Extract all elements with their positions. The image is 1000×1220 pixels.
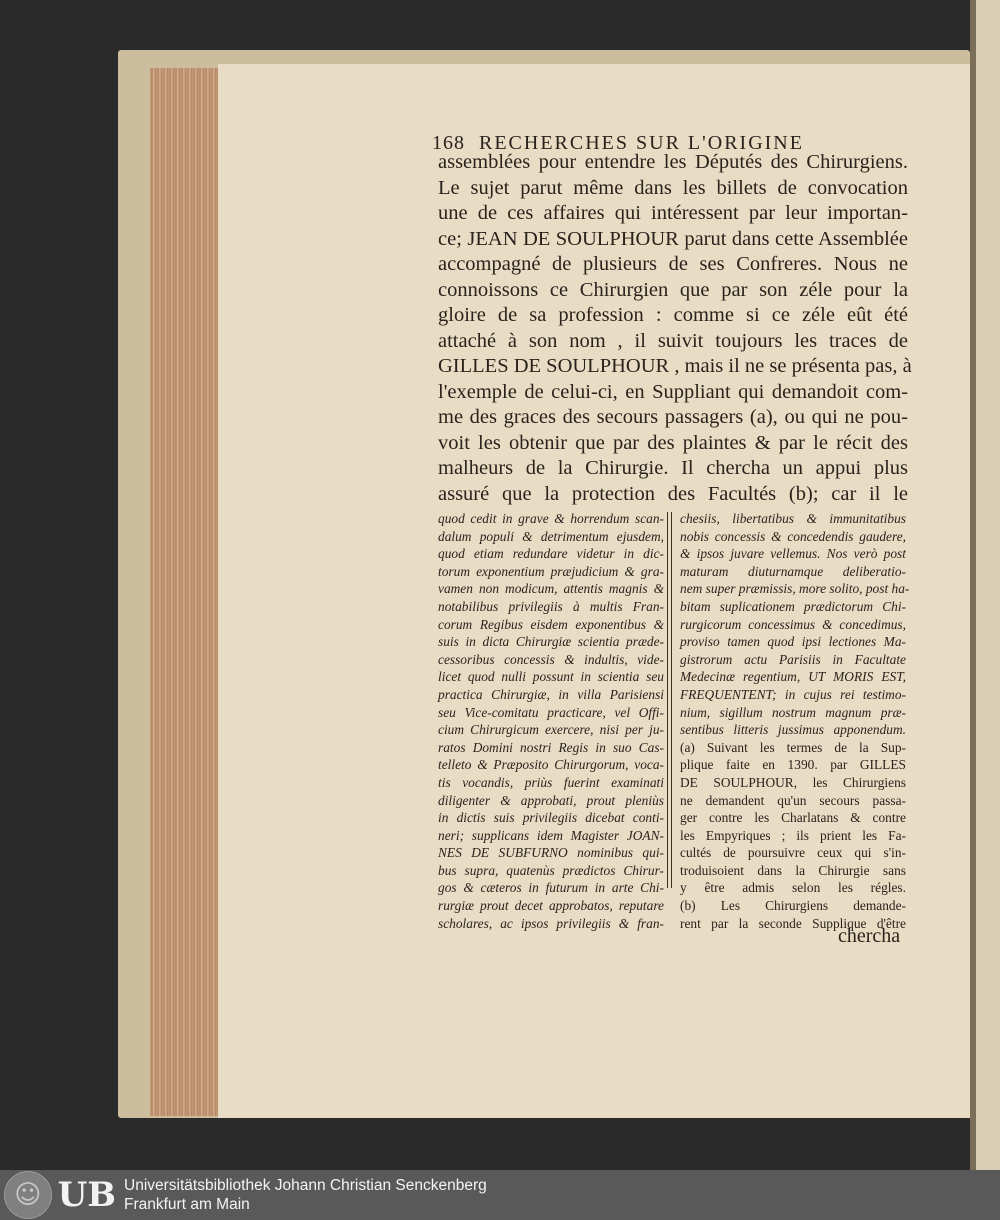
footnote-line: suis in dicta Chirurgiæ scientia præde- xyxy=(438,634,664,650)
main-text-line: gloire de sa profession : comme si ce zéle eût été xyxy=(438,304,908,326)
footnote-line: torum exponentium præjudicium & gra- xyxy=(438,563,664,579)
main-text-line: ce; JEAN DE SOULPHOUR parut dans cette Assemblée xyxy=(438,227,908,250)
main-text-line: GILLES DE SOULPHOUR , mais il ne se présenta pas, à xyxy=(438,355,912,377)
footnote-line: ratos Domini nostri Regis in suo Cas- xyxy=(438,739,664,755)
note-line: plique faite en 1390. par GILLES xyxy=(680,757,906,773)
institution-label xyxy=(124,1176,487,1214)
main-text-line: voit les obtenir que par des plaintes & par le récit des xyxy=(438,431,908,454)
footnote-line: telleto & Præposito Chirurgorum, voca- xyxy=(438,757,664,773)
footnote-line: FREQUENTENT; in cujus rei testimo- xyxy=(680,686,906,702)
footnote-line: gos & cæteros in futurum in arte Chi- xyxy=(438,880,664,896)
main-text-line: accompagné de plusieurs de ses Confreres. Nous ne xyxy=(438,253,908,275)
footnote-line: proviso tamen quod ipsi lectiones Ma- xyxy=(680,634,906,650)
note-line: y être admis selon les régles. xyxy=(680,880,906,896)
footnote-line: bus supra, quatenùs prædictos Chirur- xyxy=(438,862,664,878)
note-line: (b) Les Chirurgiens demande- xyxy=(680,898,906,914)
footnote-line: nem super præmissis, more solito, post ha- xyxy=(680,581,910,597)
footnote-line: vamen non modicum, attentis magnis & xyxy=(438,581,664,597)
institution-name: Universitätsbibliothek Johann Christian Senckenberg xyxy=(124,1177,487,1194)
footnote-line: sentibus litteris jussimus apponendum. xyxy=(680,722,906,738)
main-text-line: assuré que la protection des Facultés (b); car il le xyxy=(438,482,908,505)
footnote-line: NES DE SUBFURNO nominibus qui- xyxy=(438,845,664,861)
note-line: troduisoient dans la Chirurgie sans xyxy=(680,862,906,878)
footnote-line: scholares, ac ipsos privilegiis & fran- xyxy=(438,915,664,931)
main-text-line: Le sujet parut même dans les billets de convocation xyxy=(438,176,908,199)
main-text-line: attaché à son nom , il suivit toujours les traces de xyxy=(438,329,908,352)
note-line: rent par la seconde Supplique d'être xyxy=(680,915,906,931)
note-line: cultés de poursuivre ceux qui s'in- xyxy=(680,845,906,861)
footnote-line: corum Regibus eisdem exponentibus & xyxy=(438,616,664,632)
running-title: RECHERCHES SUR L'ORIGINE xyxy=(479,132,804,154)
footnote-line: chesiis, libertatibus & immunitatibus xyxy=(680,511,906,526)
footnote-line: neri; supplicans idem Magister JOAN- xyxy=(438,827,664,843)
footnote-line: seu Vice-comitatu practicare, vel Offi- xyxy=(438,704,664,720)
logo-text: UB xyxy=(57,1175,116,1215)
note-line: (a) Suivant les termes de la Sup- xyxy=(680,739,906,755)
footnote-line: maturam diuturnamque deliberatio- xyxy=(680,563,906,579)
footnote-line: cessoribus concessis & indultis, vide- xyxy=(438,651,664,667)
note-line: DE SOULPHOUR, les Chirurgiens xyxy=(680,774,906,790)
footnote-line: in dictis suis privilegiis dicebat conti- xyxy=(438,810,664,826)
main-text-line: me des graces des secours passagers (a), ou qui ne pou- xyxy=(438,406,908,428)
footnote-line: quod etiam redundare videtur in dic- xyxy=(438,546,664,562)
footnote-line: & ipsos juvare vellemus. Nos verò post xyxy=(680,546,906,562)
footnote-line: Medecinæ regentium, UT MORIS EST, xyxy=(680,669,906,685)
main-text-line: connoissons ce Chirurgien que par son zéle pour la xyxy=(438,278,908,301)
footnote-line: diligenter & approbati, prout pleniùs xyxy=(438,792,664,808)
footnote-line: notabilibus privilegiis à multis Fran- xyxy=(438,598,664,614)
note-line: les Empyriques ; ils prient les Fa- xyxy=(680,827,906,843)
latin-left-column xyxy=(438,510,664,932)
footnote-line: rurgiæ prout decet approbatos, reputare xyxy=(438,898,664,914)
note-line: ger contre les Charlatans & contre xyxy=(680,810,906,826)
page-block-edge xyxy=(150,68,220,1116)
footnote-line: rurgicorum concessimus & concedimus, xyxy=(680,616,906,632)
page-number: 168 xyxy=(432,132,465,154)
facing-page-edge xyxy=(970,0,1000,1170)
main-text-line: malheurs de la Chirurgie. Il chercha un appui plus xyxy=(438,457,908,479)
main-text-line: assemblées pour entendre les Députés des Chirurgiens. xyxy=(438,151,908,173)
portrait-bust-icon: ☺ xyxy=(4,1171,52,1219)
latin-right-column xyxy=(680,510,910,932)
footnote-line: bitam suplicationem prædictorum Chi- xyxy=(680,598,906,614)
footnote-line: cium Chirurgicum exercere, nisi per ju- xyxy=(438,722,664,738)
footnote-line: dalum populi & detrimentum ejusdem, xyxy=(438,528,664,544)
footnote-line: gistrorum actu Parisiis in Facultate xyxy=(680,651,906,667)
footnote-line: practica Chirurgiæ, in villa Parisiensi xyxy=(438,686,664,702)
main-text-block xyxy=(438,150,912,507)
catchword: chercha xyxy=(838,925,901,947)
main-text-line: une de ces affaires qui intéressent par leur importan- xyxy=(438,202,908,224)
ub-logo[interactable] xyxy=(0,1170,116,1220)
institution-city: Frankfurt am Main xyxy=(124,1196,250,1213)
footnote-line: nium, sigillum nostrum magnum præ- xyxy=(680,704,906,720)
footnote-line: tis vocandis, priùs fuerint examinati xyxy=(438,774,664,790)
main-text-line: l'exemple de celui-ci, en Suppliant qui demandoit com- xyxy=(438,380,908,403)
footnote-line: quod cedit in grave & horrendum scan- xyxy=(438,511,664,526)
library-footer-bar xyxy=(0,1170,1000,1220)
column-divider xyxy=(667,512,672,888)
footnote-line: nobis concessis & concedendis gaudere, xyxy=(680,528,906,544)
note-line: ne demandent qu'un secours passa- xyxy=(680,792,906,808)
footnote-line: licet quod nulli possunt in scientia seu xyxy=(438,669,664,685)
